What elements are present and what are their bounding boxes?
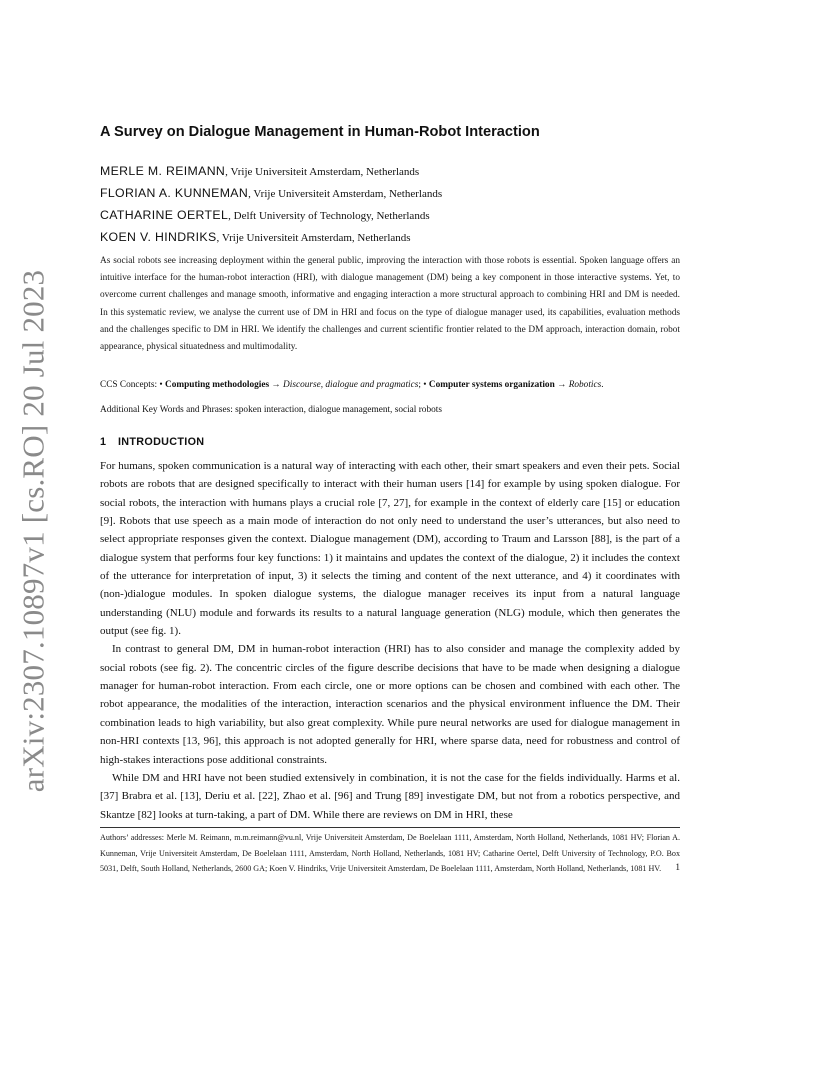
- keywords: Additional Key Words and Phrases: spoken interaction, dialogue management, social robots: [100, 405, 442, 415]
- ccs-bullet: •: [159, 380, 165, 390]
- page-number: 1: [675, 863, 680, 873]
- abstract: As social robots see increasing deployment within the general public, improving the interaction with those robots is essential. Spoken language offers an intuitive interface for the human-robot interaction (HRI), with dialogue management (DM) being a key component in those interactive systems. Yet, to overcome current challenges and manage smooth, informative and engaging interaction a more structural approach to combining HRI and DM is needed. In this systematic review, we analyse the current use of DM in HRI and focus on the type of dialogue manager used, its capabilities, evaluation methods and the challenges specific to DM in HRI. We identify the challenges and current scientific frontier related to the DM approach, interaction domain, robot appearance, physical situatedness and multimodality.: [100, 256, 680, 353]
- author-affiliation: , Vrije Universiteit Amsterdam, Netherlands: [216, 232, 411, 244]
- body-paragraph: In contrast to general DM, DM in human-robot interaction (HRI) has to also consider and manage the complexity added by social robots (see fig. 2). The concentric circles of the figure describe decisions that have to be made when designing a dialogue manager for human-robot interaction. From each circle, one or more options can be chosen and combined with each other. The robot appearance, the modalities of the interaction, interaction scenarios and the physical environment influence the DM. Their combination leads to high variability, but also great complexity. While pure neural networks are used for dialogue management in non-HRI contexts [13, 96], this approach is not adopted generally for HRI, where sparse data, need for robustness and control of high-stakes interactions pose additional constraints.: [100, 643, 680, 766]
- author-entry: [100, 204, 680, 226]
- introduction-body: [100, 457, 680, 824]
- author-affiliation: , Vrije Universiteit Amsterdam, Netherlands: [248, 188, 443, 200]
- ccs-bullet: •: [423, 380, 429, 390]
- section-heading: [100, 436, 680, 448]
- section-title: INTRODUCTION: [118, 436, 205, 448]
- author-entry: [100, 226, 680, 248]
- ccs-concepts: [100, 380, 680, 390]
- footnote-divider: [100, 827, 680, 828]
- ccs-concept-2: Computer systems organization: [428, 380, 555, 390]
- paper-title: A Survey on Dialogue Management in Human-Robot Interaction: [100, 124, 540, 140]
- ccs-arrow: →: [269, 380, 284, 390]
- author-name: KOEN V. HINDRIKS: [100, 230, 217, 244]
- ccs-arrow: →: [554, 380, 569, 390]
- author-entry: [100, 182, 680, 204]
- author-name: MERLE M. REIMANN: [100, 164, 226, 178]
- author-entry: [100, 160, 680, 182]
- author-addresses-footnote: Authors’ addresses: Merle M. Reimann, m.m.reimann@vu.nl, Vrije Universiteit Amsterdam, De Boelelaan 1111, Amsterdam, North Holland, Netherlands, 1081 HV; Florian A. Kunneman, Vrije Universiteit Amsterdam, De Boelelaan 1111, Amsterdam, North Holland, Netherlands, 1081 HV; Catharine Oertel, Delft University of Technology, P.O. Box 5031, Delft, South Holland, Netherlands, 2600 GA; Koen V. Hindriks, Vrije Universiteit Amsterdam, De Boelelaan 1111, Amsterdam, North Holland, Netherlands, 1081 HV.: [100, 833, 680, 874]
- ccs-label: CCS Concepts:: [100, 380, 160, 390]
- section-number: 1: [100, 436, 107, 448]
- ccs-concept-2-sub: Robotics: [568, 380, 602, 390]
- arxiv-identifier-stamp: [9, 269, 57, 793]
- author-name: CATHARINE OERTEL: [100, 208, 229, 222]
- ccs-concept-1-sub: Discourse, dialogue and pragmatics: [283, 380, 419, 390]
- body-paragraph: For humans, spoken communication is a natural way of interacting with each other, their smart speakers and even their pets. Social robots are robots that are designed specifically to interact with their human users [14] for example by using spoken dialogue. For social robots, the interaction with humans plays a crucial role [7, 27], for example in the context of elderly care [15] or education [9]. Robots that use speech as a main mode of interaction do not only need to understand the user’s utterances, but also need to select appropriate responses given the context. Dialogue management (DM), according to Traum and Larsson [88], is the part of a dialogue system that performs four key functions: 1) it maintains and updates the context of the dialogue, 2) it includes the context of the utterance for interpretation of input, 3) it selects the timing and content of the next utterance, and 4) it coordinates with (non-)dialogue modules. In spoken dialogue systems, the dialogue manager receives its input from a natural language understanding (NLU) module and forwards its results to a natural language generation (NLG) module, which then generates the output (see fig. 1).: [100, 460, 680, 638]
- body-paragraph: While DM and HRI have not been studied extensively in combination, it is not the case for the fields individually. Harms et al. [37] Brabra et al. [13], Deriu et al. [22], Zhao et al. [96] and Trung [89] investigate DM, but not from a robotics perspective, and Skantze [82] looks at turn-taking, a part of DM. While there are reviews on DM in HRI, these: [100, 771, 680, 821]
- author-affiliation: , Vrije Universiteit Amsterdam, Netherlands: [225, 166, 420, 178]
- ccs-separator: ;: [418, 380, 424, 390]
- author-list: [100, 160, 680, 248]
- ccs-concept-1: Computing methodologies: [165, 380, 270, 390]
- author-name: FLORIAN A. KUNNEMAN: [100, 186, 249, 200]
- author-affiliation: , Delft University of Technology, Netherlands: [228, 210, 430, 222]
- arxiv-stamp-text: arXiv:2307.10897v1 [cs.RO] 20 Jul 2023: [15, 269, 51, 793]
- ccs-end: .: [601, 380, 604, 390]
